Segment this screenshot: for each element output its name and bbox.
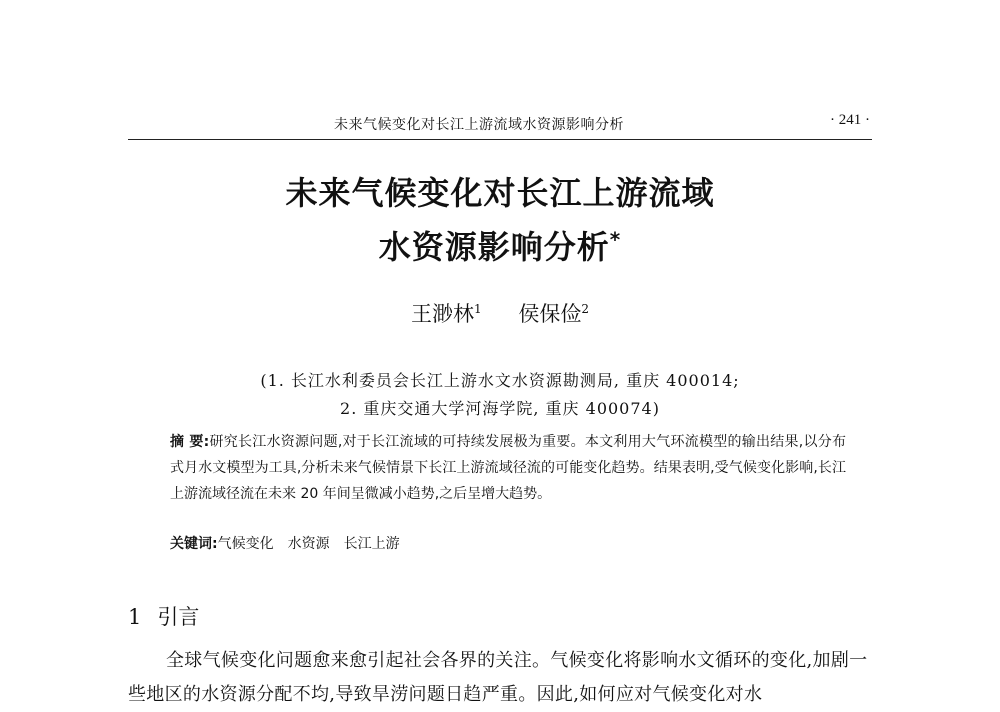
author-name: 王渺林 bbox=[411, 302, 475, 326]
keyword: 水资源 bbox=[287, 536, 330, 552]
author-affil-num: 1 bbox=[474, 302, 482, 316]
title-footnote-mark: * bbox=[609, 227, 622, 252]
keyword: 长江上游 bbox=[343, 536, 400, 552]
keywords bbox=[170, 533, 400, 553]
running-head bbox=[128, 112, 870, 134]
page-number: · 241 · bbox=[830, 112, 870, 128]
author-name: 侯保俭 bbox=[518, 302, 582, 326]
keyword: 气候变化 bbox=[217, 536, 274, 552]
abstract bbox=[170, 429, 846, 507]
keywords-label: 关键词: bbox=[170, 536, 218, 552]
header-rule bbox=[128, 139, 872, 140]
title-text-2: 水资源影响分析 bbox=[378, 228, 610, 266]
paper-title-line-1 bbox=[0, 168, 1000, 214]
author bbox=[518, 298, 589, 328]
abstract-label: 摘 要: bbox=[170, 434, 210, 450]
author bbox=[411, 298, 482, 328]
section-heading bbox=[128, 601, 199, 631]
author-affil-num: 2 bbox=[581, 302, 589, 316]
affiliation-line-2: 2. 重庆交通大学河海学院, 重庆 400074) bbox=[340, 399, 660, 418]
running-head-title: 未来气候变化对长江上游流域水资源影响分析 bbox=[334, 117, 624, 133]
author-list bbox=[0, 298, 1000, 328]
abstract-text: 研究长江水资源问题,对于长江流域的可持续发展极为重要。本文利用大气环流模型的输出结果,以分布式月水文模型为工具,分析未来气候情景下长江上游流域径流的可能变化趋势。结果表明,受气候变化影响,长江上游流域径流在未来 20 年间呈微减小趋势,之后呈增大趋势。 bbox=[170, 434, 846, 502]
affiliation-line-1: (1. 长江水利委员会长江上游水文水资源勘测局, 重庆 400014; bbox=[260, 371, 740, 390]
title-text-1: 未来气候变化对长江上游流域 bbox=[285, 174, 715, 212]
section-number: 1 bbox=[128, 605, 142, 629]
body-paragraph: 全球气候变化问题愈来愈引起社会各界的关注。气候变化将影响水文循环的变化,加剧一些地区的水资源分配不均,导致旱涝问题日趋严重。因此,如何应对气候变化对水 bbox=[128, 650, 868, 705]
section-title: 引言 bbox=[157, 605, 200, 629]
paper-title-line-2 bbox=[0, 222, 1000, 268]
